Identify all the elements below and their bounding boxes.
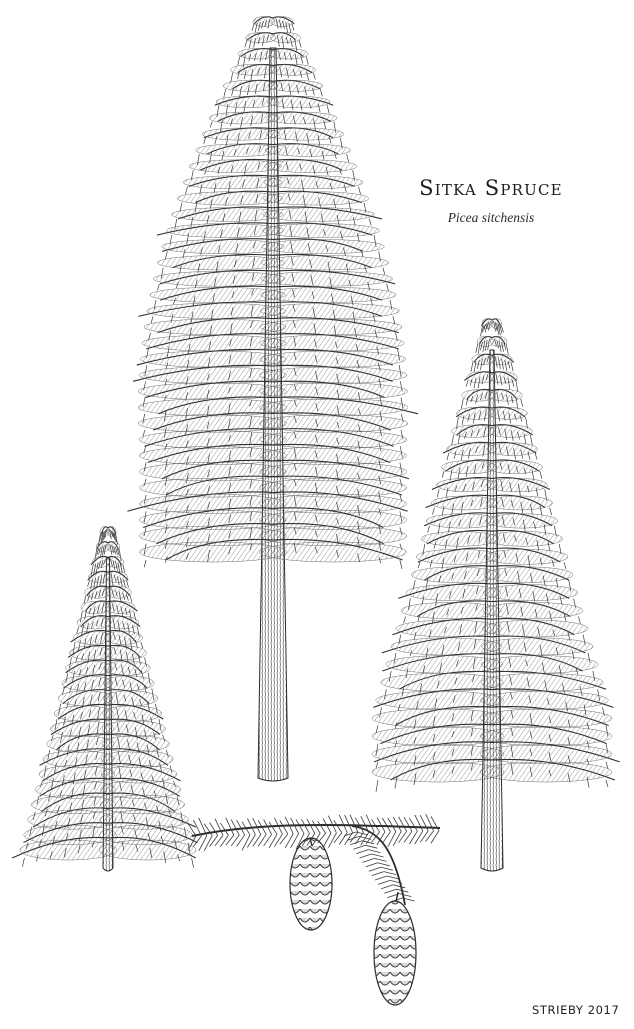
mature-tree-illustration bbox=[127, 17, 418, 781]
branch-with-cones-illustration bbox=[188, 814, 440, 1005]
species-scientific-name: Picea sitchensis bbox=[447, 210, 535, 225]
young-tree-illustration bbox=[12, 527, 197, 871]
cone-right bbox=[374, 892, 416, 1005]
species-common-name: Sitka Spruce bbox=[419, 176, 563, 200]
artist-signature: STRIEBY 2017 bbox=[532, 1003, 620, 1017]
medium-tree-illustration bbox=[372, 319, 620, 871]
cone-left bbox=[290, 838, 332, 930]
